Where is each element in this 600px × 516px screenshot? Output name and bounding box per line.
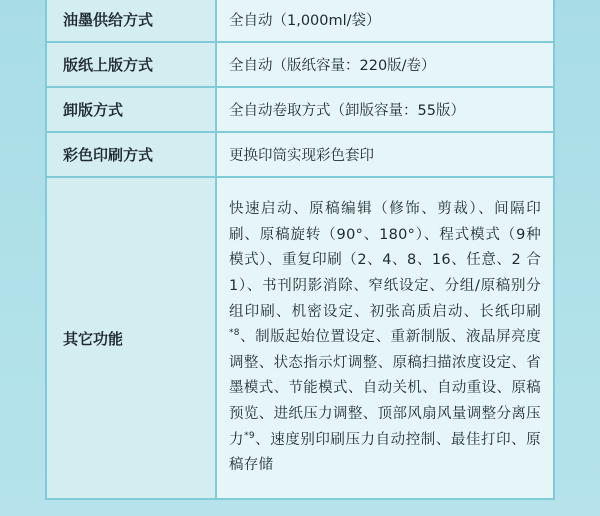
- table-row: [46, 87, 554, 132]
- footnote-marker-8: *8: [229, 328, 240, 339]
- table-row: [46, 42, 554, 87]
- row-label-master-disposal: 卸版方式: [46, 87, 216, 132]
- other-functions-text-part1: 快速启动、原稿编辑（修饰、剪裁）、间隔印刷、原稿旋转（90°、180°）、程式模式（9种模式）、重复印刷（2、4、8、16、任意、2 合 1）、书刊阴影消除、窄纸设定、分组/原稿别分组印刷、机密设定、初张高质启动、长纸印刷: [229, 201, 541, 320]
- row-label-other-functions: 其它功能: [46, 177, 216, 499]
- spec-table: [45, 0, 555, 500]
- row-value-ink-supply: 全自动（1,000ml/袋）: [216, 0, 554, 42]
- row-label-master-loading: 版纸上版方式: [46, 42, 216, 87]
- row-label-ink-supply: 油墨供给方式: [46, 0, 216, 42]
- footnote-marker-9: *9: [244, 430, 255, 441]
- row-value-color-printing: 更换印筒实现彩色套印: [216, 132, 554, 177]
- row-value-other-functions: [216, 177, 554, 499]
- row-value-master-loading: 全自动（版纸容量：220版/卷）: [216, 42, 554, 87]
- table-row: [46, 0, 554, 42]
- row-value-master-disposal: 全自动卷取方式（卸版容量：55版）: [216, 87, 554, 132]
- table-row: [46, 132, 554, 177]
- table-row: [46, 177, 554, 499]
- row-label-color-printing: 彩色印刷方式: [46, 132, 216, 177]
- other-functions-text-part2: 、制版起始位置设定、重新制版、液晶屏亮度调整、状态指示灯调整、原稿扫描浓度设定、省墨模式、节能模式、自动关机、自动重设、原稿预览、进纸压力调整、顶部风扇风量调整分离压力: [229, 329, 541, 448]
- other-functions-text-part3: 、速度别印刷压力自动控制、最佳打印、原稿存储: [229, 431, 541, 474]
